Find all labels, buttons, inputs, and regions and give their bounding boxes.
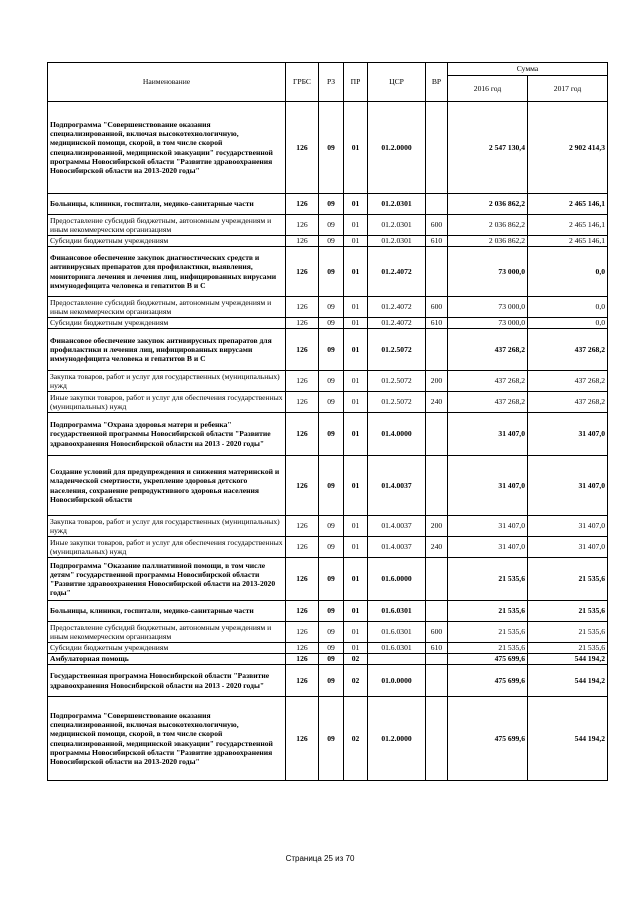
cell-vr: 200	[426, 371, 448, 392]
cell-grbs: 126	[286, 102, 319, 194]
cell-2017: 2 902 414,3	[528, 102, 608, 194]
cell-rz: 09	[319, 215, 344, 236]
cell-pr: 01	[344, 318, 368, 329]
cell-rz: 09	[319, 236, 344, 247]
cell-rz: 09	[319, 456, 344, 516]
cell-rz: 09	[319, 622, 344, 643]
cell-name: Иные закупки товаров, работ и услуг для обеспечения государственных (муниципальных) нужд	[48, 537, 286, 558]
cell-name: Финансовое обеспечение закупок антивирусных препаратов для профилактики и лечения лиц, инфицированных вирусами иммунодефицита человека и гепатитов В и С	[48, 329, 286, 371]
cell-name: Амбулаторная помощь	[48, 654, 286, 665]
cell-2016: 2 547 130,4	[448, 102, 528, 194]
cell-csr: 01.4.0037	[368, 516, 426, 537]
cell-rz: 09	[319, 247, 344, 297]
cell-name: Иные закупки товаров, работ и услуг для обеспечения государственных (муниципальных) нужд	[48, 392, 286, 413]
cell-grbs: 126	[286, 297, 319, 318]
cell-rz: 09	[319, 516, 344, 537]
cell-csr: 01.2.4072	[368, 247, 426, 297]
cell-name: Подпрограмма "Оказание паллиативной помощи, в том числе детям" государственной программы Новосибирской области "Развитие здравоохранения Новосибирской области на 2013-2020 годы"	[48, 558, 286, 601]
cell-csr: 01.6.0301	[368, 601, 426, 622]
cell-grbs: 126	[286, 665, 319, 697]
cell-csr: 01.2.0301	[368, 215, 426, 236]
header-rz: РЗ	[319, 63, 344, 102]
cell-pr: 01	[344, 194, 368, 215]
table-row	[48, 102, 608, 194]
cell-2017: 31 407,0	[528, 537, 608, 558]
cell-csr: 01.6.0301	[368, 643, 426, 654]
cell-vr	[426, 413, 448, 456]
cell-csr: 01.2.0301	[368, 194, 426, 215]
header-sum: Сумма	[448, 63, 608, 76]
cell-rz: 09	[319, 392, 344, 413]
cell-vr: 610	[426, 318, 448, 329]
cell-2017: 2 465 146,1	[528, 194, 608, 215]
cell-vr: 240	[426, 392, 448, 413]
cell-vr	[426, 558, 448, 601]
cell-name: Предоставление субсидий бюджетным, автономным учреждениям и иным некоммерческим организациям	[48, 297, 286, 318]
cell-grbs: 126	[286, 456, 319, 516]
table-row	[48, 643, 608, 654]
cell-rz: 09	[319, 194, 344, 215]
cell-vr	[426, 665, 448, 697]
budget-table	[47, 62, 608, 781]
cell-rz: 09	[319, 102, 344, 194]
cell-vr: 240	[426, 537, 448, 558]
cell-name: Подпрограмма "Совершенствование оказания специализированной, включая высокотехнологичную, медицинской помощи, скорой, в том числе скорой специализированной, медицинской эвакуации" государственной программы Новосибирской области "Развитие здравоохранения Новосибирской области на 2013-2020 годы"	[48, 102, 286, 194]
cell-vr	[426, 456, 448, 516]
cell-rz: 09	[319, 558, 344, 601]
cell-rz: 09	[319, 413, 344, 456]
cell-csr: 01.2.0000	[368, 697, 426, 781]
cell-csr: 01.4.0037	[368, 537, 426, 558]
table-row	[48, 601, 608, 622]
cell-csr: 01.2.0000	[368, 102, 426, 194]
cell-vr	[426, 601, 448, 622]
cell-vr	[426, 654, 448, 665]
cell-2017: 31 407,0	[528, 413, 608, 456]
cell-name: Закупка товаров, работ и услуг для государственных (муниципальных) нужд	[48, 516, 286, 537]
cell-2017: 437 268,2	[528, 371, 608, 392]
table-row	[48, 194, 608, 215]
cell-rz: 09	[319, 371, 344, 392]
cell-rz: 09	[319, 297, 344, 318]
header-csr: ЦСР	[368, 63, 426, 102]
cell-2017: 0,0	[528, 247, 608, 297]
cell-2016: 2 036 862,2	[448, 215, 528, 236]
cell-grbs: 126	[286, 371, 319, 392]
cell-pr: 01	[344, 643, 368, 654]
table-row	[48, 297, 608, 318]
cell-rz: 09	[319, 601, 344, 622]
cell-name: Субсидии бюджетным учреждениям	[48, 643, 286, 654]
cell-grbs: 126	[286, 413, 319, 456]
cell-2016: 21 535,6	[448, 643, 528, 654]
cell-grbs: 126	[286, 236, 319, 247]
cell-2017: 544 194,2	[528, 697, 608, 781]
cell-grbs: 126	[286, 622, 319, 643]
table-row	[48, 697, 608, 781]
cell-name: Финансовое обеспечение закупок диагностических средств и антивирусных препаратов для профилактики, выявления, мониторинга лечения и лечения лиц, инфицированных вирусами иммунодефицита человека и гепатитов В и С	[48, 247, 286, 297]
cell-vr: 200	[426, 516, 448, 537]
cell-name: Предоставление субсидий бюджетным, автономным учреждениям и иным некоммерческим организациям	[48, 215, 286, 236]
table-row	[48, 318, 608, 329]
cell-rz: 09	[319, 697, 344, 781]
cell-pr: 01	[344, 297, 368, 318]
table-row	[48, 654, 608, 665]
cell-pr: 01	[344, 329, 368, 371]
cell-grbs: 126	[286, 601, 319, 622]
cell-2016: 2 036 862,2	[448, 236, 528, 247]
cell-2017: 544 194,2	[528, 654, 608, 665]
cell-pr: 01	[344, 247, 368, 297]
cell-2016: 475 699,6	[448, 654, 528, 665]
cell-2016: 31 407,0	[448, 413, 528, 456]
cell-vr	[426, 194, 448, 215]
cell-csr: 01.2.5072	[368, 329, 426, 371]
cell-2016: 73 000,0	[448, 318, 528, 329]
cell-rz: 09	[319, 537, 344, 558]
cell-vr: 610	[426, 236, 448, 247]
cell-grbs: 126	[286, 392, 319, 413]
cell-name: Подпрограмма "Совершенствование оказания специализированной, включая высокотехнологичную, медицинской помощи, скорой, в том числе скорой специализированной, медицинской эвакуации" государственной программы Новосибирской области "Развитие здравоохранения Новосибирской области на 2013-2020 годы"	[48, 697, 286, 781]
cell-2016: 31 407,0	[448, 456, 528, 516]
cell-pr: 01	[344, 622, 368, 643]
table-row	[48, 371, 608, 392]
cell-vr: 610	[426, 643, 448, 654]
cell-pr: 01	[344, 456, 368, 516]
table-row	[48, 537, 608, 558]
header-2016: 2016 год	[448, 76, 528, 102]
cell-2017: 2 465 146,1	[528, 215, 608, 236]
cell-pr: 01	[344, 236, 368, 247]
header-vr: ВР	[426, 63, 448, 102]
cell-2016: 475 699,6	[448, 697, 528, 781]
table-row	[48, 622, 608, 643]
cell-2017: 21 535,6	[528, 601, 608, 622]
cell-pr: 01	[344, 392, 368, 413]
cell-2017: 2 465 146,1	[528, 236, 608, 247]
cell-vr	[426, 697, 448, 781]
cell-pr: 01	[344, 102, 368, 194]
table-row	[48, 329, 608, 371]
cell-pr: 01	[344, 413, 368, 456]
cell-name: Государственная программа Новосибирской области "Развитие здравоохранения Новосибирской области на 2013 - 2020 годы"	[48, 665, 286, 697]
cell-vr	[426, 102, 448, 194]
cell-csr: 01.2.5072	[368, 371, 426, 392]
table-row	[48, 665, 608, 697]
cell-pr: 01	[344, 537, 368, 558]
cell-pr: 02	[344, 697, 368, 781]
cell-pr: 02	[344, 665, 368, 697]
page-number: Страница 25 из 70	[285, 854, 355, 863]
cell-2016: 437 268,2	[448, 392, 528, 413]
cell-2016: 31 407,0	[448, 537, 528, 558]
cell-vr	[426, 247, 448, 297]
cell-vr: 600	[426, 622, 448, 643]
cell-name: Больницы, клиники, госпитали, медико-санитарные части	[48, 194, 286, 215]
cell-csr: 01.2.4072	[368, 318, 426, 329]
table-row	[48, 215, 608, 236]
cell-name: Субсидии бюджетным учреждениям	[48, 236, 286, 247]
cell-name: Субсидии бюджетным учреждениям	[48, 318, 286, 329]
table-row	[48, 247, 608, 297]
cell-rz: 09	[319, 318, 344, 329]
table-row	[48, 392, 608, 413]
cell-name: Предоставление субсидий бюджетным, автономным учреждениям и иным некоммерческим организациям	[48, 622, 286, 643]
cell-2017: 437 268,2	[528, 392, 608, 413]
cell-2017: 21 535,6	[528, 622, 608, 643]
cell-grbs: 126	[286, 215, 319, 236]
cell-csr: 01.6.0000	[368, 558, 426, 601]
budget-table-container	[47, 62, 607, 781]
cell-pr: 01	[344, 601, 368, 622]
cell-grbs: 126	[286, 558, 319, 601]
cell-pr: 01	[344, 371, 368, 392]
cell-csr: 01.2.5072	[368, 392, 426, 413]
cell-grbs: 126	[286, 537, 319, 558]
table-row	[48, 558, 608, 601]
cell-2017: 31 407,0	[528, 456, 608, 516]
cell-grbs: 126	[286, 654, 319, 665]
cell-csr: 01.0.0000	[368, 665, 426, 697]
cell-2016: 475 699,6	[448, 665, 528, 697]
cell-csr: 01.2.4072	[368, 297, 426, 318]
cell-grbs: 126	[286, 247, 319, 297]
cell-2017: 21 535,6	[528, 558, 608, 601]
cell-rz: 09	[319, 643, 344, 654]
cell-2016: 21 535,6	[448, 601, 528, 622]
cell-2016: 21 535,6	[448, 558, 528, 601]
cell-rz: 09	[319, 654, 344, 665]
cell-2017: 21 535,6	[528, 643, 608, 654]
cell-rz: 09	[319, 665, 344, 697]
cell-grbs: 126	[286, 329, 319, 371]
cell-2017: 437 268,2	[528, 329, 608, 371]
cell-2017: 31 407,0	[528, 516, 608, 537]
cell-2016: 31 407,0	[448, 516, 528, 537]
table-row	[48, 516, 608, 537]
cell-pr: 02	[344, 654, 368, 665]
cell-grbs: 126	[286, 643, 319, 654]
cell-pr: 01	[344, 558, 368, 601]
cell-2017: 544 194,2	[528, 665, 608, 697]
cell-name: Закупка товаров, работ и услуг для государственных (муниципальных) нужд	[48, 371, 286, 392]
cell-name: Создание условий для предупреждения и снижения материнской и младенческой смертности, укрепление здоровья детского населения, сохранение репродуктивного здоровья населения Новосибирской области	[48, 456, 286, 516]
cell-2016: 437 268,2	[448, 371, 528, 392]
cell-csr: 01.4.0037	[368, 456, 426, 516]
cell-rz: 09	[319, 329, 344, 371]
header-grbs: ГРБС	[286, 63, 319, 102]
cell-grbs: 126	[286, 318, 319, 329]
table-row	[48, 456, 608, 516]
cell-2017: 0,0	[528, 318, 608, 329]
cell-vr	[426, 329, 448, 371]
cell-2017: 0,0	[528, 297, 608, 318]
cell-2016: 73 000,0	[448, 297, 528, 318]
cell-name: Больницы, клиники, госпитали, медико-санитарные части	[48, 601, 286, 622]
table-row	[48, 413, 608, 456]
cell-grbs: 126	[286, 516, 319, 537]
cell-vr: 600	[426, 297, 448, 318]
header-pr: ПР	[344, 63, 368, 102]
cell-csr: 01.2.0301	[368, 236, 426, 247]
cell-2016: 437 268,2	[448, 329, 528, 371]
cell-vr: 600	[426, 215, 448, 236]
header-name: Наименование	[48, 63, 286, 102]
cell-name: Подпрограмма "Охрана здоровья матери и ребенка" государственной программы Новосибирской области "Развитие здравоохранения Новосибирской области на 2013 - 2020 годы"	[48, 413, 286, 456]
cell-2016: 73 000,0	[448, 247, 528, 297]
cell-pr: 01	[344, 516, 368, 537]
header-2017: 2017 год	[528, 76, 608, 102]
cell-csr	[368, 654, 426, 665]
cell-pr: 01	[344, 215, 368, 236]
cell-csr: 01.6.0301	[368, 622, 426, 643]
cell-csr: 01.4.0000	[368, 413, 426, 456]
cell-grbs: 126	[286, 697, 319, 781]
cell-2016: 21 535,6	[448, 622, 528, 643]
cell-2016: 2 036 862,2	[448, 194, 528, 215]
cell-grbs: 126	[286, 194, 319, 215]
table-row	[48, 236, 608, 247]
table-body	[48, 102, 608, 781]
